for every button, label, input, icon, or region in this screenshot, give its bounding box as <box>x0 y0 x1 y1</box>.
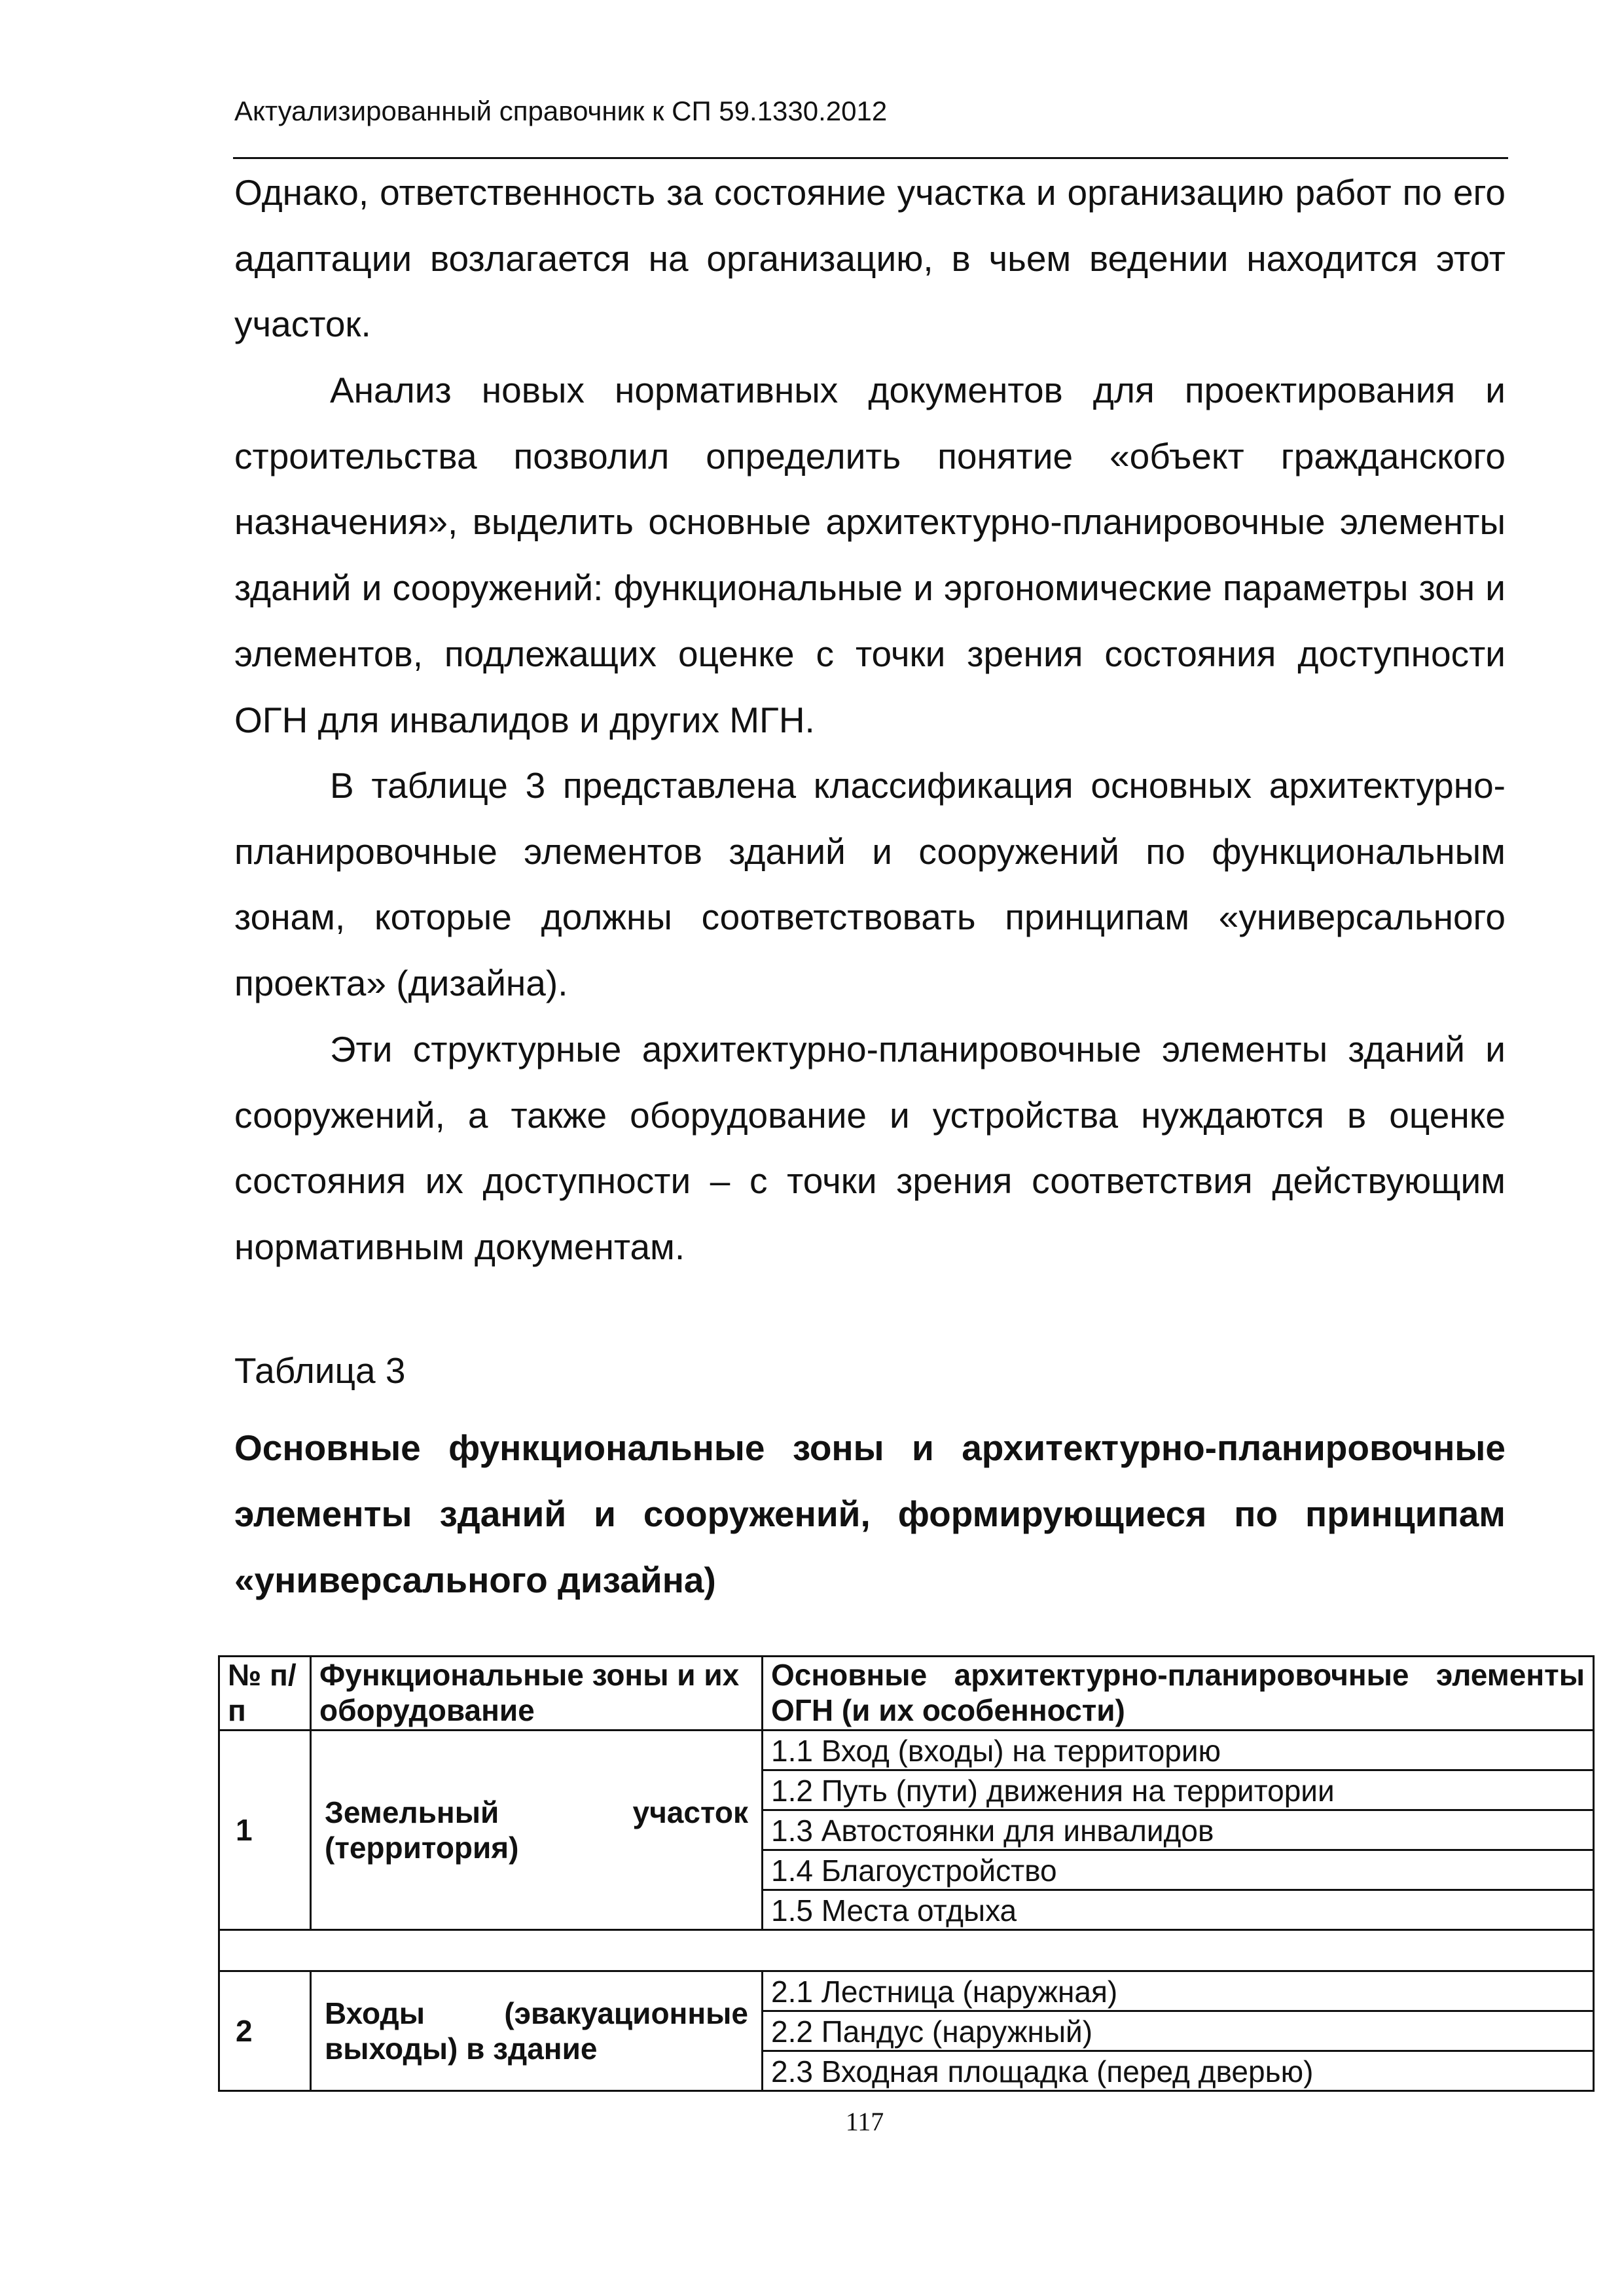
section-1-zone: Земельный участок (территория) <box>311 1731 763 1930</box>
element-cell: 1.3 Автостоянки для инвалидов <box>763 1810 1594 1850</box>
table-header-row <box>219 1657 1594 1731</box>
paragraph-3: В таблице 3 представлена классификация основных архитектурно-планировочные элементов зданий и сооружений по функциональным зонам, которые должны соответствовать принципам «универсального проекта» (дизайна). <box>234 765 1506 1004</box>
element-cell: 2.3 Входная площадка (перед дверью) <box>763 2051 1594 2091</box>
section-2-num: 2 <box>219 1971 311 2091</box>
header-elements: Основные архитектурно-планировочные элементы ОГН (и их особенности) <box>763 1657 1594 1731</box>
table-title: Основные функциональные зоны и архитектурно-планировочные элементы зданий и сооружений, формирующиеся по принципам «универсального дизайна) <box>234 1427 1506 1600</box>
table-row <box>219 1731 1594 1770</box>
table-caption: Таблица 3 <box>234 1350 406 1391</box>
element-cell: 2.1 Лестница (наружная) <box>763 1971 1594 2011</box>
element-cell: 1.1 Вход (входы) на территорию <box>763 1731 1594 1770</box>
header-num: № п/п <box>219 1657 311 1731</box>
element-cell: 1.5 Места отдыха <box>763 1890 1594 1930</box>
header-divider <box>233 157 1508 159</box>
element-cell: 1.4 Благоустройство <box>763 1850 1594 1890</box>
table-spacer-row <box>219 1930 1594 1971</box>
spacer-cell <box>219 1930 1594 1971</box>
element-cell: 2.2 Пандус (наружный) <box>763 2011 1594 2051</box>
page-number: 117 <box>845 2107 884 2136</box>
paragraph-1: Однако, ответственность за состояние участка и организацию работ по его адаптации возлагается на организацию, в чьем ведении находится этот участок. <box>234 172 1506 345</box>
paragraph-4: Эти структурные архитектурно-планировочные элементы зданий и сооружений, а также оборудование и устройства нуждаются в оценке состояния их доступности – с точки зрения соответствия действующим нормативным документам. <box>234 1029 1506 1268</box>
paragraph-2: Анализ новых нормативных документов для проектирования и строительства позволил определить понятие «объект гражданского назначения», выделить основные архитектурно-планировочные элементы зданий и сооружений: функциональные и эргономические параметры зон и элементов, подлежащих оценке с точки зрения состояния доступности ОГН для инвалидов и других МГН. <box>234 370 1506 740</box>
element-cell: 1.2 Путь (пути) движения на территории <box>763 1770 1594 1810</box>
header-zone: Функциональные зоны и их оборудование <box>311 1657 763 1731</box>
zones-table <box>218 1655 1595 2092</box>
table-row <box>219 1971 1594 2011</box>
section-1-num: 1 <box>219 1731 311 1930</box>
section-2-zone: Входы (эвакуационные выходы) в здание <box>311 1971 763 2091</box>
running-header: Актуализированный справочник к СП 59.1330.2012 <box>234 96 888 126</box>
